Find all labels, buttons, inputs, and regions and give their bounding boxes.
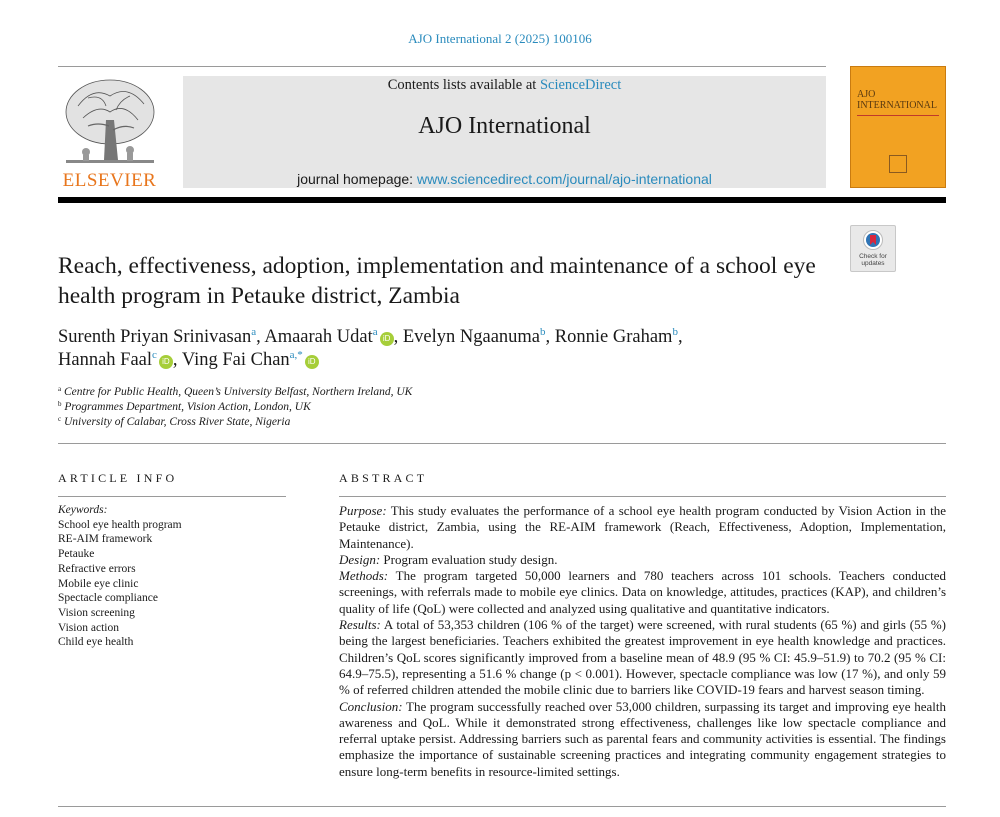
author-separator: ,	[393, 327, 403, 347]
contents-line	[183, 76, 826, 94]
affiliation-text: University of Calabar, Cross River State, Nigeria	[63, 416, 291, 428]
orcid-icon[interactable]: iD	[159, 355, 173, 369]
author-affiliation-link[interactable]: c	[152, 348, 157, 361]
keyword-item[interactable]: School eye health program	[58, 518, 182, 531]
author-affiliation-link[interactable]: a	[372, 326, 378, 338]
author-affiliation-link[interactable]: b	[540, 326, 546, 338]
abstract-rule	[339, 496, 946, 497]
homepage-link[interactable]: www.sciencedirect.com/journal/ajo-international	[416, 171, 712, 187]
article-title: Reach, effectiveness, adoption, implementation and maintenance of a school eye health program in Petauke district, Zambia	[58, 253, 816, 309]
author-affiliation-link[interactable]: a	[251, 326, 257, 338]
divider-bottom	[58, 806, 946, 807]
abstract-section	[339, 503, 946, 552]
affiliation-item	[58, 400, 658, 415]
abstract-section-label: Design:	[339, 551, 381, 567]
abstract-body	[339, 503, 946, 780]
abstract-section-label: Methods:	[339, 568, 389, 584]
author-name: Evelyn Ngaanuma	[402, 327, 541, 347]
affiliation-key: c	[58, 415, 62, 423]
journal-title: AJO International	[418, 113, 591, 139]
contents-prefix: Contents lists available at	[387, 77, 540, 93]
article-info-heading: ARTICLE INFO	[58, 471, 178, 485]
keywords-label: Keywords:	[58, 504, 108, 516]
author-list	[58, 326, 938, 371]
elsevier-logo[interactable]	[58, 76, 161, 191]
abstract-section	[339, 699, 946, 780]
author-separator: ,	[172, 349, 182, 370]
divider-mid	[58, 443, 946, 444]
affiliation-key: b	[58, 400, 62, 408]
affiliation-key: a	[58, 385, 62, 393]
orcid-icon[interactable]: iD	[380, 332, 394, 346]
keyword-item[interactable]: Vision screening	[58, 606, 135, 619]
homepage-line	[183, 170, 826, 188]
author-name: Surenth Priyan Srinivasan	[58, 327, 252, 347]
sciencedirect-link[interactable]: ScienceDirect	[539, 77, 622, 93]
affiliation-text: Programmes Department, Vision Action, London, UK	[64, 401, 311, 413]
abstract-section-text: The program successfully reached over 53,000 children, surpassing its target and improving eye health awareness and QoL. While it demonstrated strong effectiveness, challenges like low spectacle compliance and referral uptake persist. Addressing barriers such as parental fears and community activities is essential. The findings emphasize the importance of sustainable screening practices and integrating community engagement strategies to ensure long-term benefits in resource-limited settings.	[339, 698, 946, 779]
keyword-item[interactable]: Petauke	[58, 548, 95, 561]
author-name: Ronnie Graham	[554, 327, 673, 347]
author-affiliation-link[interactable]: b	[672, 326, 678, 338]
orcid-icon[interactable]: iD	[305, 355, 319, 369]
abstract-section-label: Results:	[339, 617, 381, 633]
abstract-section-text: Program evaluation study design.	[383, 551, 558, 567]
keyword-item[interactable]: Mobile eye clinic	[58, 577, 139, 590]
article-info-rule	[58, 496, 286, 497]
cover-emblem-icon	[889, 155, 907, 173]
abstract-section-text: The program targeted 50,000 learners and 780 teachers across 101 schools. Teachers conducted screenings, with referrals made to mobile eye clinics. Data on knowledge, attitudes, practices (KAP), and children’s quality of life (QoL) were collected and analyzed using qualitative and quantitative indicators.	[339, 568, 947, 616]
author-name: Hannah Faal	[58, 349, 153, 370]
keywords-block	[58, 503, 286, 650]
keyword-item[interactable]: Vision action	[58, 621, 119, 634]
keyword-item[interactable]: RE-AIM framework	[58, 533, 153, 546]
author-name: Ving Fai Chan	[181, 349, 290, 370]
abstract-section-text: This study evaluates the performance of a school eye health program conducted by Vision Action in the Petauke district, Zambia, using the RE-AIM framework (Reach, Effectiveness, Adoption, Implementation, Maintenance).	[339, 503, 947, 551]
abstract-section	[339, 552, 946, 568]
affiliation-list	[58, 385, 658, 430]
abstract-heading: ABSTRACT	[339, 471, 428, 485]
keyword-item[interactable]: Spectacle compliance	[58, 592, 158, 605]
check-for-updates-label: Check for updates	[859, 253, 887, 267]
keyword-list	[58, 518, 286, 650]
homepage-prefix: journal homepage:	[297, 171, 417, 187]
abstract-section-label: Purpose:	[339, 503, 387, 518]
elsevier-wordmark: ELSEVIER	[62, 170, 157, 191]
keyword-item[interactable]: Refractive errors	[58, 562, 136, 575]
affiliation-item	[58, 415, 658, 430]
check-for-updates-button[interactable]	[850, 225, 896, 272]
cover-title	[857, 89, 937, 111]
divider-top	[58, 66, 826, 67]
keyword-item[interactable]: Child eye health	[58, 636, 134, 649]
cover-title-line1: AJO	[857, 89, 876, 100]
author-separator: ,	[677, 327, 683, 347]
author-name: Amaarah Udat	[264, 327, 373, 347]
author-separator: ,	[545, 327, 555, 347]
abstract-section-text: A total of 53,353 children (106 % of the target) were screened, with rural students (65 %) and girls (55 %) being the largest beneficiaries. Teachers exhibited the greatest improvement in eye health knowledge and practices. Children’s QoL scores significantly improved from a baseline mean of 48.9 (95 % CI: 45.9–51.9) to 70.2 (95 % CI: 64.9–75.5), representing a 51.6 % change (p < 0.001). However, spectacle compliance was low (17 %), and only 59 % of referred children attended the mobile clinic due to barriers like COVID-19 fears and harvest season timing.	[339, 617, 946, 698]
journal-header-box	[183, 76, 826, 188]
author-separator: ,	[256, 327, 265, 347]
author-affiliation-link[interactable]: a,*	[289, 348, 303, 361]
abstract-section	[339, 617, 946, 698]
affiliation-item	[58, 385, 658, 400]
journal-cover-thumbnail[interactable]	[850, 66, 946, 188]
abstract-section-label: Conclusion:	[339, 698, 403, 714]
cover-title-line2: INTERNATIONAL	[857, 100, 937, 111]
bookmark-badge-icon	[863, 230, 883, 250]
abstract-section	[339, 568, 946, 617]
header-thick-rule	[58, 197, 946, 203]
tree-emblem-icon	[58, 76, 161, 168]
cover-rule	[857, 115, 939, 116]
journal-citation[interactable]: AJO International 2 (2025) 100106	[408, 31, 592, 46]
affiliation-text: Centre for Public Health, Queen’s University Belfast, Northern Ireland, UK	[63, 386, 413, 398]
